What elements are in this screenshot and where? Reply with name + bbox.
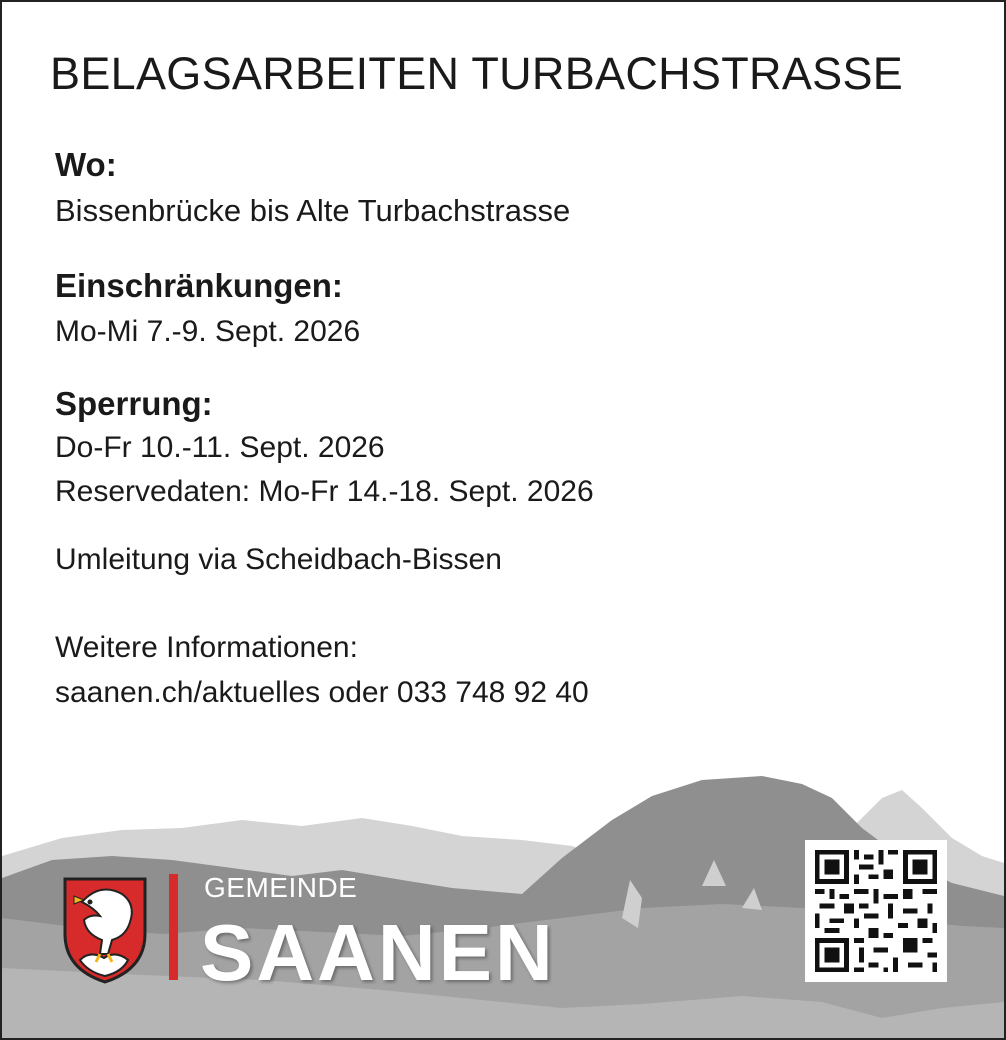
detour-text: Umleitung via Scheidbach-Bissen — [55, 543, 502, 576]
section-heading-restrictions: Einschränkungen: — [55, 267, 343, 304]
closure-dates-text: Do-Fr 10.-11. Sept. 2026 — [55, 431, 385, 464]
reserve-dates-text: Reservedaten: Mo-Fr 14.-18. Sept. 2026 — [55, 475, 594, 508]
brand-divider — [169, 874, 178, 980]
saanen-logo-text: SAANEN — [200, 908, 556, 997]
info-contact: saanen.ch/aktuelles oder 033 748 92 40 — [55, 676, 589, 709]
saanen-crest-icon — [60, 874, 150, 984]
qr-code-icon — [805, 840, 947, 982]
gemeinde-label: GEMEINDE — [204, 872, 358, 903]
location-text: Bissenbrücke bis Alte Turbachstrasse — [55, 193, 571, 228]
info-label: Weitere Informationen: — [55, 631, 358, 664]
section-heading-closure: Sperrung: — [55, 385, 213, 422]
page-title: BELAGSARBEITEN TURBACHSTRASSE — [50, 48, 904, 99]
restrictions-text: Mo-Mi 7.-9. Sept. 2026 — [55, 315, 361, 348]
section-heading-location: Wo: — [55, 146, 117, 183]
